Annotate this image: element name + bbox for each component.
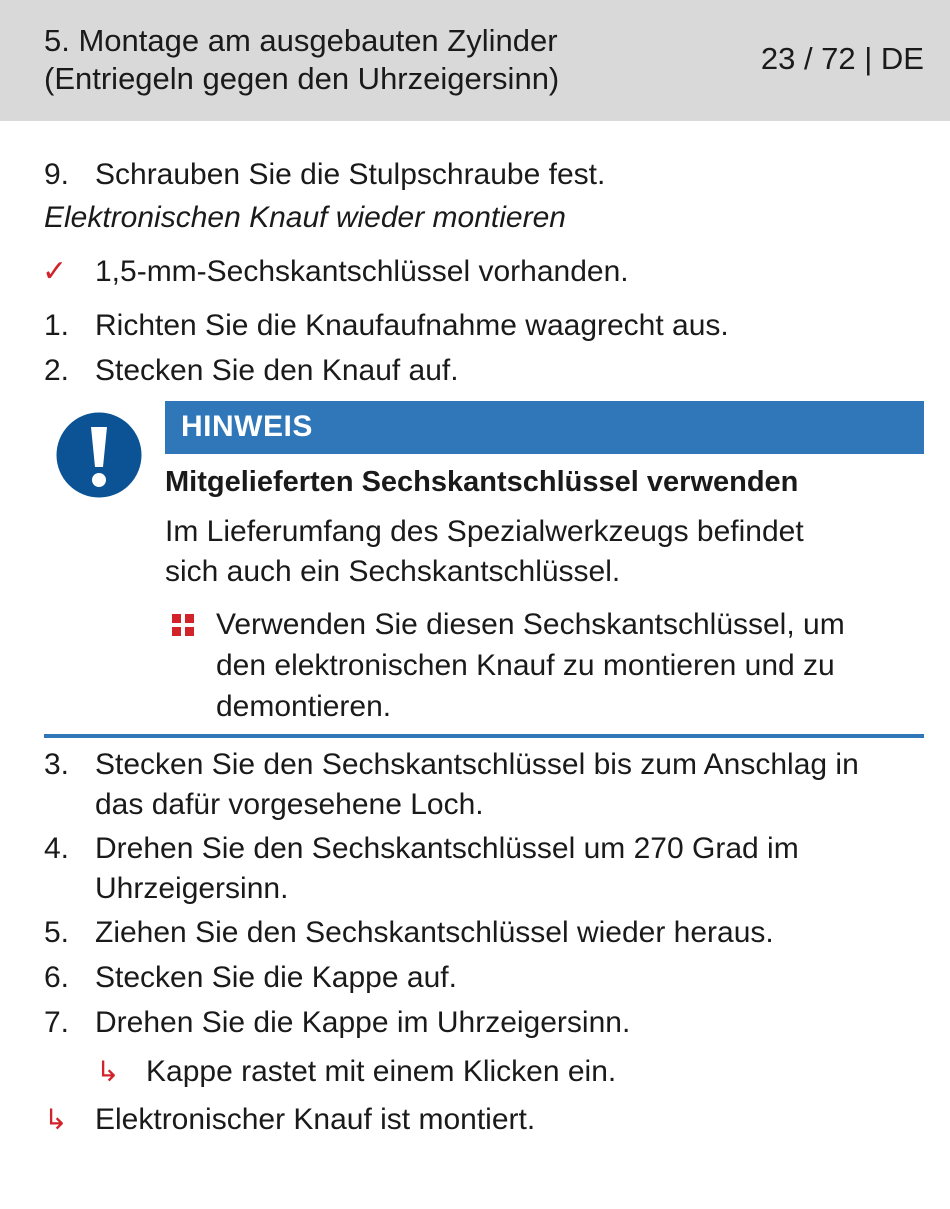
- chapter-title: [44, 22, 559, 98]
- step-number: 9.: [44, 158, 70, 191]
- action-bullet-icon: [172, 614, 194, 636]
- notice-body-line1: Im Lieferumfang des Spezialwerkzeugs befindet: [165, 515, 804, 548]
- notice-label-bar: [165, 401, 924, 454]
- step-number: 6.: [44, 961, 70, 994]
- prerequisite-text: 1,5-mm-Sechskantschlüssel vorhanden.: [95, 255, 629, 288]
- result-arrow-icon: ↳: [44, 1104, 68, 1135]
- step-text: Stecken Sie den Knauf auf.: [95, 354, 459, 387]
- step-number: 7.: [44, 1006, 70, 1039]
- step-text-line1: Stecken Sie den Sechskantschlüssel bis zum Anschlag in: [95, 748, 859, 781]
- step-text: Stecken Sie die Kappe auf.: [95, 961, 457, 994]
- step-number: 5.: [44, 916, 70, 949]
- step-text: Richten Sie die Knaufaufnahme waagrecht aus.: [95, 309, 729, 342]
- chapter-title-line1: 5. Montage am ausgebauten Zylinder: [44, 23, 558, 58]
- chapter-title-line2: (Entriegeln gegen den Uhrzeigersinn): [44, 61, 560, 96]
- section-title: Elektronischen Knauf wieder montieren: [44, 201, 566, 234]
- step-number: 2.: [44, 354, 70, 387]
- step-number: 1.: [44, 309, 70, 342]
- notice-body: [165, 512, 905, 592]
- notice-heading: Mitgelieferten Sechskantschlüssel verwenden: [165, 466, 799, 498]
- sub-result-text: Kappe rastet mit einem Klicken ein.: [146, 1055, 617, 1088]
- step-text-line1: Drehen Sie den Sechskantschlüssel um 270 Grad im: [95, 832, 799, 865]
- step-text: [95, 829, 799, 909]
- check-icon: ✓: [42, 255, 68, 288]
- result-arrow-icon: ↳: [96, 1056, 120, 1087]
- step-text: Schrauben Sie die Stulpschraube fest.: [95, 158, 606, 191]
- notice-bullet-line1: Verwenden Sie diesen Sechskantschlüssel, um: [216, 608, 845, 641]
- notice-bullet-line2: den elektronischen Knauf zu montieren und zu: [216, 649, 835, 682]
- notice-body-line2: sich auch ein Sechskantschlüssel.: [165, 555, 621, 588]
- notice-bullet-text: [216, 604, 916, 727]
- step-text-line2: das dafür vorgesehene Loch.: [95, 788, 484, 821]
- notice-bullet-line3: demontieren.: [216, 690, 392, 723]
- final-result-text: Elektronischer Knauf ist montiert.: [95, 1103, 536, 1136]
- notice-label: HINWEIS: [181, 410, 313, 443]
- step-text: Drehen Sie die Kappe im Uhrzeigersinn.: [95, 1006, 631, 1039]
- step-number: 3.: [44, 748, 70, 781]
- exclamation-circle-icon: [51, 407, 147, 503]
- step-text: Ziehen Sie den Sechskantschlüssel wieder heraus.: [95, 916, 774, 949]
- step-text-line2: Uhrzeigersinn.: [95, 872, 289, 905]
- page-number: 23 / 72 | DE: [760, 41, 924, 76]
- page-header: [0, 0, 950, 121]
- step-number: 4.: [44, 832, 70, 865]
- notice-bottom-rule: [44, 734, 924, 738]
- step-text: [95, 745, 859, 825]
- step-3: [0, 745, 950, 825]
- step-4: [0, 829, 950, 909]
